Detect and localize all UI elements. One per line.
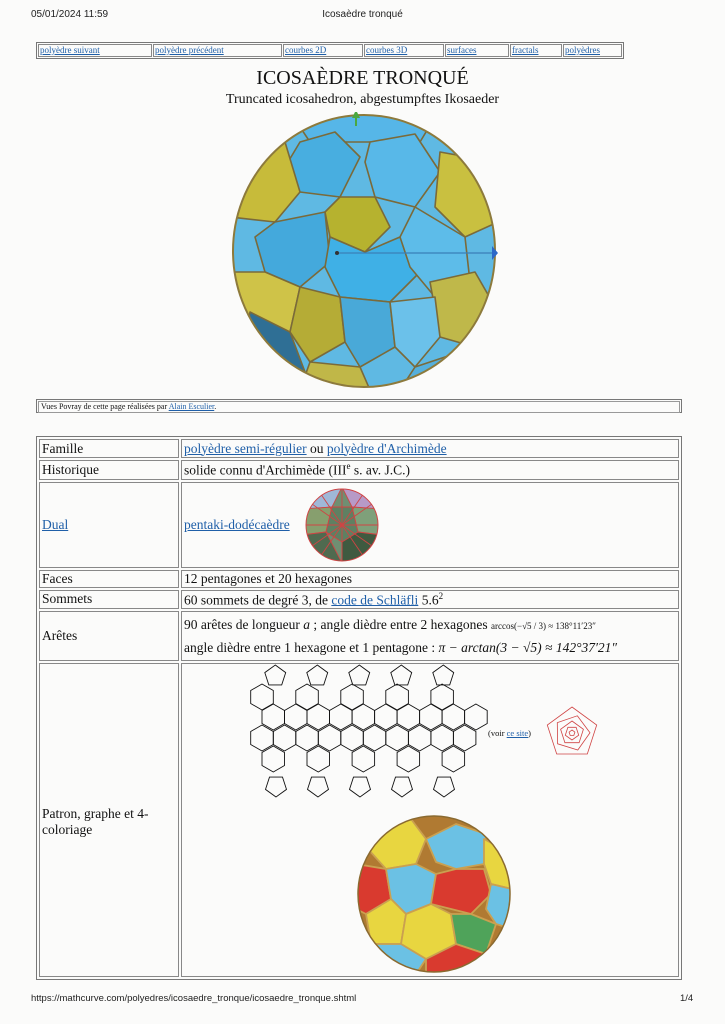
aretes-line2: angle dièdre entre 1 hexagone et 1 pentagone :: [184, 639, 439, 655]
net-hexagon: [296, 725, 319, 751]
nav-curves-3d[interactable]: courbes 3D: [366, 45, 408, 55]
aretes-line1b: ; angle dièdre entre 2 hexagones: [309, 616, 492, 632]
net-hexagon: [262, 746, 285, 772]
link-dual[interactable]: Dual: [42, 516, 69, 532]
net-pentagon: [433, 665, 454, 685]
credit-author-link[interactable]: Alain Esculier: [168, 402, 215, 411]
row-historique: [39, 460, 679, 480]
graph-outer-pentagon: [547, 707, 596, 754]
footer-page-number: 1/4: [680, 993, 694, 1004]
net-pentagon: [349, 665, 370, 685]
row-faces: [39, 570, 679, 588]
net-pentagon: [307, 665, 328, 685]
net-hexagon: [363, 725, 386, 751]
row-sommets: [39, 590, 679, 610]
net-hexagon: [442, 746, 465, 772]
credit-end: .: [214, 402, 217, 411]
faces-value: 12 pentagones et 20 hexagones: [181, 570, 679, 588]
net-hexagon: [386, 725, 409, 751]
formula-hexagon-pentagon: π − arctan(3 − √5) ≈ 142°37′21″: [438, 639, 618, 655]
net-diagram: [246, 664, 496, 809]
graph-ring: [561, 721, 584, 743]
row-aretes: [39, 611, 679, 661]
net-hexagon: [397, 746, 420, 772]
print-datetime: 05/01/2024 11:59: [31, 9, 109, 20]
credit-box: [36, 399, 682, 413]
footer-url: https://mathcurve.com/polyedres/icosaedre_tronque/icosaedre_tronque.shtml: [31, 993, 357, 1004]
link-schlafli-code[interactable]: code de Schläfli: [331, 592, 419, 607]
net-pentagon: [392, 777, 413, 797]
net-hexagon: [352, 746, 375, 772]
label-aretes: Arêtes: [39, 611, 179, 661]
net-pentagon: [391, 665, 412, 685]
aretes-line1: 90 arêtes de longueur: [184, 616, 304, 632]
historique-sup: e: [346, 461, 351, 471]
net-pentagon: [266, 777, 287, 797]
net-hexagon: [341, 725, 364, 751]
nav-polyhedra[interactable]: polyèdres: [565, 45, 600, 55]
schlegel-graph: [544, 704, 600, 760]
print-title: Icosaèdre tronqué: [322, 9, 403, 20]
historique-value: solide connu d'Archimède (III: [184, 462, 347, 478]
historique-end: s. av. J.C.): [350, 462, 411, 478]
nav-fractals[interactable]: fractals: [512, 45, 539, 55]
sommets-sup: 2: [438, 590, 444, 601]
label-sommets: Sommets: [39, 590, 179, 610]
voir-text: (voir: [488, 728, 507, 738]
net-hexagon: [273, 725, 296, 751]
row-dual: [39, 482, 679, 568]
link-ce-site[interactable]: ce site: [506, 728, 529, 738]
net-hexagon: [465, 704, 488, 730]
label-historique: Historique: [39, 460, 179, 480]
page-title: ICOSAÈDRE TRONQUÉ: [256, 67, 469, 89]
graph-ring: [557, 716, 590, 750]
label-famille: Famille: [39, 439, 179, 458]
nav-curves-2d[interactable]: courbes 2D: [285, 45, 327, 55]
link-archimedean[interactable]: polyèdre d'Archimède: [326, 440, 447, 456]
net-pentagon: [265, 665, 286, 685]
truncated-icosahedron-render: [230, 112, 498, 390]
aretes-var: a: [303, 616, 310, 632]
link-pentakis-dodecahedron[interactable]: pentaki-dodécaèdre: [184, 516, 290, 532]
formula-hexagon-hexagon: arccos(−√5 / 3) ≈ 138°11′23″: [491, 620, 596, 631]
net-hexagon: [251, 725, 274, 751]
row-patron: [39, 663, 679, 977]
row-famille: [39, 439, 679, 458]
famille-sep: ou: [306, 440, 327, 456]
graph-ring: [565, 727, 578, 740]
graph-center: [569, 730, 575, 735]
nav-previous-polyhedron[interactable]: polyèdre précédent: [155, 45, 224, 55]
label-patron: Patron, graphe et 4-coloriage: [39, 663, 179, 977]
nav-next-polyhedron[interactable]: polyèdre suivant: [40, 45, 100, 55]
nav-surfaces[interactable]: surfaces: [447, 45, 477, 55]
dual-polyhedron-image[interactable]: [302, 487, 382, 563]
net-hexagon: [307, 746, 330, 772]
nav-bar: [36, 42, 624, 59]
voir-end: ): [528, 728, 531, 738]
link-semi-regular[interactable]: polyèdre semi-régulier: [184, 440, 307, 456]
net-hexagon: [453, 725, 476, 751]
net-hexagon: [431, 725, 454, 751]
properties-table: [36, 436, 682, 980]
four-coloring-image: [356, 814, 512, 974]
net-pentagon: [308, 777, 329, 797]
page-subtitle: Truncated icosahedron, abgestumpftes Ikosaeder: [225, 92, 500, 107]
sommets-code: 5.6: [418, 592, 439, 607]
net-hexagon: [408, 725, 431, 751]
net-pentagon: [434, 777, 455, 797]
net-hexagon: [318, 725, 341, 751]
credit-text: Vues Povray de cette page réalisées par: [41, 402, 169, 411]
net-pentagon: [350, 777, 371, 797]
label-faces: Faces: [39, 570, 179, 588]
sommets-value: 60 sommets de degré 3, de: [184, 592, 332, 607]
